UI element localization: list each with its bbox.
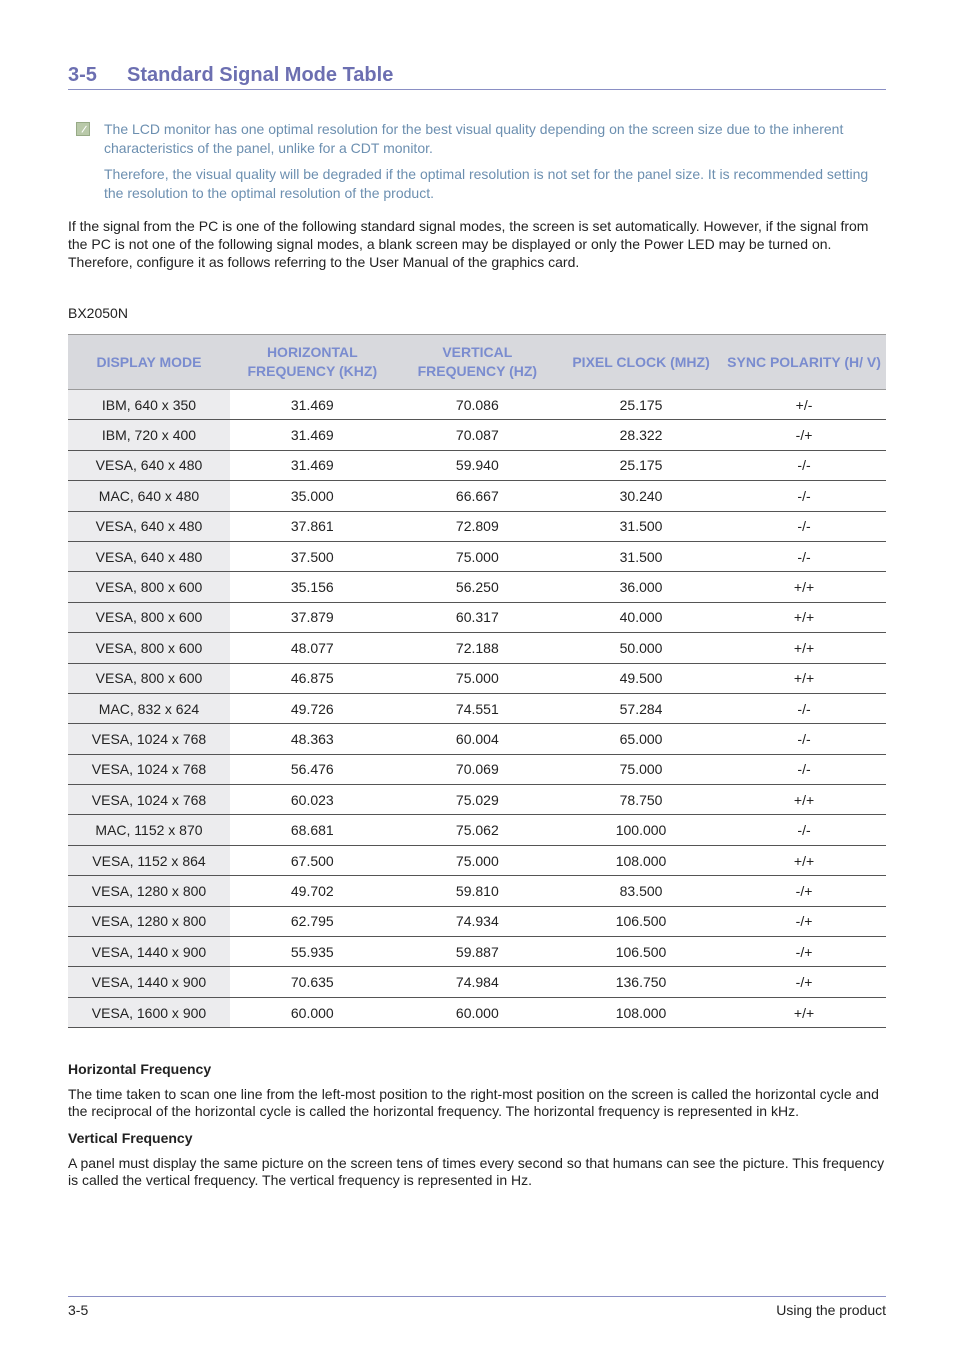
- cell-sync-polarity: -/+: [722, 876, 886, 906]
- cell-vertical-frequency: 74.934: [395, 906, 560, 936]
- table-row: [68, 815, 886, 845]
- table-row: [68, 906, 886, 936]
- cell-display-mode: VESA, 1024 x 768: [68, 785, 230, 815]
- cell-horizontal-frequency: 68.681: [230, 815, 395, 845]
- cell-display-mode: VESA, 1440 x 900: [68, 937, 230, 967]
- table-row: [68, 724, 886, 754]
- cell-sync-polarity: -/+: [722, 906, 886, 936]
- cell-display-mode: IBM, 720 x 400: [68, 420, 230, 450]
- cell-vertical-frequency: 70.087: [395, 420, 560, 450]
- cell-vertical-frequency: 72.188: [395, 633, 560, 663]
- cell-pixel-clock: 78.750: [560, 785, 722, 815]
- note-block: [68, 120, 886, 210]
- header-pixel-clock: PIXEL CLOCK (MHZ): [560, 335, 722, 390]
- table-row: [68, 633, 886, 663]
- table-row: [68, 450, 886, 480]
- note-icon: [76, 122, 90, 136]
- cell-display-mode: IBM, 640 x 350: [68, 390, 230, 420]
- cell-display-mode: VESA, 800 x 600: [68, 633, 230, 663]
- header-sync-polarity: SYNC POLARITY (H/ V): [722, 335, 886, 390]
- cell-horizontal-frequency: 49.702: [230, 876, 395, 906]
- footer-chapter: Using the product: [776, 1302, 886, 1318]
- section-heading: [68, 62, 886, 90]
- cell-pixel-clock: 49.500: [560, 663, 722, 693]
- note-paragraph: Therefore, the visual quality will be degraded if the optimal resolution is not set for the panel size. It is recommended setting the resolution to the optimal resolution of the product.: [104, 166, 869, 201]
- table-row: [68, 572, 886, 602]
- cell-horizontal-frequency: 35.000: [230, 481, 395, 511]
- cell-pixel-clock: 25.175: [560, 450, 722, 480]
- cell-vertical-frequency: 60.004: [395, 724, 560, 754]
- table-row: [68, 511, 886, 541]
- cell-display-mode: VESA, 800 x 600: [68, 663, 230, 693]
- cell-vertical-frequency: 74.551: [395, 693, 560, 723]
- cell-horizontal-frequency: 31.469: [230, 420, 395, 450]
- cell-display-mode: MAC, 1152 x 870: [68, 815, 230, 845]
- cell-pixel-clock: 31.500: [560, 541, 722, 571]
- table-row: [68, 693, 886, 723]
- cell-horizontal-frequency: 48.077: [230, 633, 395, 663]
- section-number: 3-5: [68, 64, 97, 86]
- note-paragraph: The LCD monitor has one optimal resolution for the best visual quality depending on the screen size due to the inherent characteristics of the panel, unlike for a CDT monitor.: [104, 121, 844, 156]
- header-display-mode: DISPLAY MODE: [68, 335, 230, 390]
- cell-horizontal-frequency: 60.023: [230, 785, 395, 815]
- cell-horizontal-frequency: 31.469: [230, 450, 395, 480]
- definition-heading: Vertical Frequency: [68, 1130, 193, 1146]
- cell-sync-polarity: -/+: [722, 420, 886, 450]
- footer-divider: [68, 1296, 886, 1297]
- cell-display-mode: VESA, 1152 x 864: [68, 845, 230, 875]
- table-row: [68, 785, 886, 815]
- cell-pixel-clock: 50.000: [560, 633, 722, 663]
- table-row: [68, 481, 886, 511]
- cell-display-mode: VESA, 800 x 600: [68, 602, 230, 632]
- cell-vertical-frequency: 70.069: [395, 754, 560, 784]
- cell-sync-polarity: +/+: [722, 997, 886, 1027]
- table-row: [68, 876, 886, 906]
- cell-vertical-frequency: 59.940: [395, 450, 560, 480]
- cell-pixel-clock: 108.000: [560, 997, 722, 1027]
- cell-pixel-clock: 36.000: [560, 572, 722, 602]
- cell-sync-polarity: +/+: [722, 572, 886, 602]
- cell-vertical-frequency: 60.317: [395, 602, 560, 632]
- section-title: Standard Signal Mode Table: [127, 64, 394, 86]
- cell-horizontal-frequency: 37.861: [230, 511, 395, 541]
- header-vertical-frequency: VERTICAL FREQUENCY (HZ): [395, 335, 560, 390]
- table-row: [68, 997, 886, 1027]
- cell-sync-polarity: -/+: [722, 967, 886, 997]
- table-row: [68, 390, 886, 420]
- cell-horizontal-frequency: 55.935: [230, 937, 395, 967]
- definition-heading: Horizontal Frequency: [68, 1061, 212, 1077]
- cell-display-mode: VESA, 640 x 480: [68, 450, 230, 480]
- cell-pixel-clock: 108.000: [560, 845, 722, 875]
- cell-horizontal-frequency: 60.000: [230, 997, 395, 1027]
- cell-vertical-frequency: 74.984: [395, 967, 560, 997]
- cell-display-mode: VESA, 1280 x 800: [68, 876, 230, 906]
- definition-text: A panel must display the same picture on the screen tens of times every second so that humans can see the picture. This frequency is called the vertical frequency. The vertical frequency is represented in Hz.: [68, 1155, 885, 1188]
- cell-vertical-frequency: 72.809: [395, 511, 560, 541]
- table-row: [68, 937, 886, 967]
- table-row: [68, 967, 886, 997]
- cell-sync-polarity: +/-: [722, 390, 886, 420]
- cell-display-mode: VESA, 640 x 480: [68, 511, 230, 541]
- cell-pixel-clock: 40.000: [560, 602, 722, 632]
- cell-pixel-clock: 106.500: [560, 937, 722, 967]
- cell-horizontal-frequency: 56.476: [230, 754, 395, 784]
- cell-horizontal-frequency: 37.500: [230, 541, 395, 571]
- cell-pixel-clock: 65.000: [560, 724, 722, 754]
- cell-sync-polarity: -/-: [722, 511, 886, 541]
- cell-display-mode: VESA, 640 x 480: [68, 541, 230, 571]
- cell-pixel-clock: 57.284: [560, 693, 722, 723]
- cell-pixel-clock: 28.322: [560, 420, 722, 450]
- cell-vertical-frequency: 75.029: [395, 785, 560, 815]
- cell-display-mode: VESA, 1440 x 900: [68, 967, 230, 997]
- cell-horizontal-frequency: 67.500: [230, 845, 395, 875]
- cell-sync-polarity: -/-: [722, 815, 886, 845]
- cell-sync-polarity: +/+: [722, 602, 886, 632]
- cell-sync-polarity: -/-: [722, 724, 886, 754]
- cell-display-mode: VESA, 1280 x 800: [68, 906, 230, 936]
- cell-pixel-clock: 83.500: [560, 876, 722, 906]
- cell-vertical-frequency: 66.667: [395, 481, 560, 511]
- table-row: [68, 754, 886, 784]
- cell-horizontal-frequency: 31.469: [230, 390, 395, 420]
- cell-sync-polarity: -/-: [722, 754, 886, 784]
- cell-vertical-frequency: 75.000: [395, 541, 560, 571]
- cell-horizontal-frequency: 49.726: [230, 693, 395, 723]
- intro-paragraph: If the signal from the PC is one of the following standard signal modes, the screen is set automatically. However, if the signal from the PC is not one of the following signal modes, a blank screen may be displayed or only the Power LED may be turned on. Therefore, configure it as follows referring to the User Manual of the graphics card.: [68, 218, 869, 270]
- cell-pixel-clock: 31.500: [560, 511, 722, 541]
- cell-display-mode: VESA, 1600 x 900: [68, 997, 230, 1027]
- table-header-row: [68, 335, 886, 390]
- cell-sync-polarity: +/+: [722, 663, 886, 693]
- footer-page-number: 3-5: [68, 1302, 89, 1318]
- cell-display-mode: MAC, 832 x 624: [68, 693, 230, 723]
- cell-sync-polarity: +/+: [722, 845, 886, 875]
- cell-vertical-frequency: 59.887: [395, 937, 560, 967]
- cell-sync-polarity: +/+: [722, 633, 886, 663]
- cell-pixel-clock: 25.175: [560, 390, 722, 420]
- signal-mode-table: [68, 334, 886, 1028]
- cell-display-mode: VESA, 1024 x 768: [68, 724, 230, 754]
- cell-sync-polarity: -/-: [722, 450, 886, 480]
- cell-vertical-frequency: 75.000: [395, 663, 560, 693]
- cell-sync-polarity: -/-: [722, 693, 886, 723]
- cell-display-mode: VESA, 1024 x 768: [68, 754, 230, 784]
- cell-sync-polarity: -/+: [722, 937, 886, 967]
- table-body: [68, 390, 886, 1028]
- cell-horizontal-frequency: 37.879: [230, 602, 395, 632]
- table-row: [68, 845, 886, 875]
- table-row: [68, 602, 886, 632]
- cell-horizontal-frequency: 35.156: [230, 572, 395, 602]
- cell-horizontal-frequency: 46.875: [230, 663, 395, 693]
- table-row: [68, 541, 886, 571]
- cell-horizontal-frequency: 62.795: [230, 906, 395, 936]
- cell-sync-polarity: -/-: [722, 481, 886, 511]
- cell-vertical-frequency: 75.062: [395, 815, 560, 845]
- cell-pixel-clock: 100.000: [560, 815, 722, 845]
- header-horizontal-frequency: HORIZONTAL FREQUENCY (KHZ): [230, 335, 395, 390]
- definition-text: The time taken to scan one line from the left-most position to the right-most position on the screen is called the horizontal cycle and the reciprocal of the horizontal cycle is called the horizontal frequency. The horizontal frequency is represented in kHz.: [68, 1086, 879, 1119]
- model-name: BX2050N: [68, 305, 128, 321]
- cell-pixel-clock: 30.240: [560, 481, 722, 511]
- cell-vertical-frequency: 70.086: [395, 390, 560, 420]
- cell-horizontal-frequency: 70.635: [230, 967, 395, 997]
- table-row: [68, 420, 886, 450]
- table-row: [68, 663, 886, 693]
- cell-display-mode: MAC, 640 x 480: [68, 481, 230, 511]
- cell-vertical-frequency: 56.250: [395, 572, 560, 602]
- cell-display-mode: VESA, 800 x 600: [68, 572, 230, 602]
- cell-pixel-clock: 136.750: [560, 967, 722, 997]
- cell-pixel-clock: 106.500: [560, 906, 722, 936]
- cell-horizontal-frequency: 48.363: [230, 724, 395, 754]
- cell-sync-polarity: -/-: [722, 541, 886, 571]
- cell-sync-polarity: +/+: [722, 785, 886, 815]
- cell-pixel-clock: 75.000: [560, 754, 722, 784]
- cell-vertical-frequency: 75.000: [395, 845, 560, 875]
- cell-vertical-frequency: 59.810: [395, 876, 560, 906]
- cell-vertical-frequency: 60.000: [395, 997, 560, 1027]
